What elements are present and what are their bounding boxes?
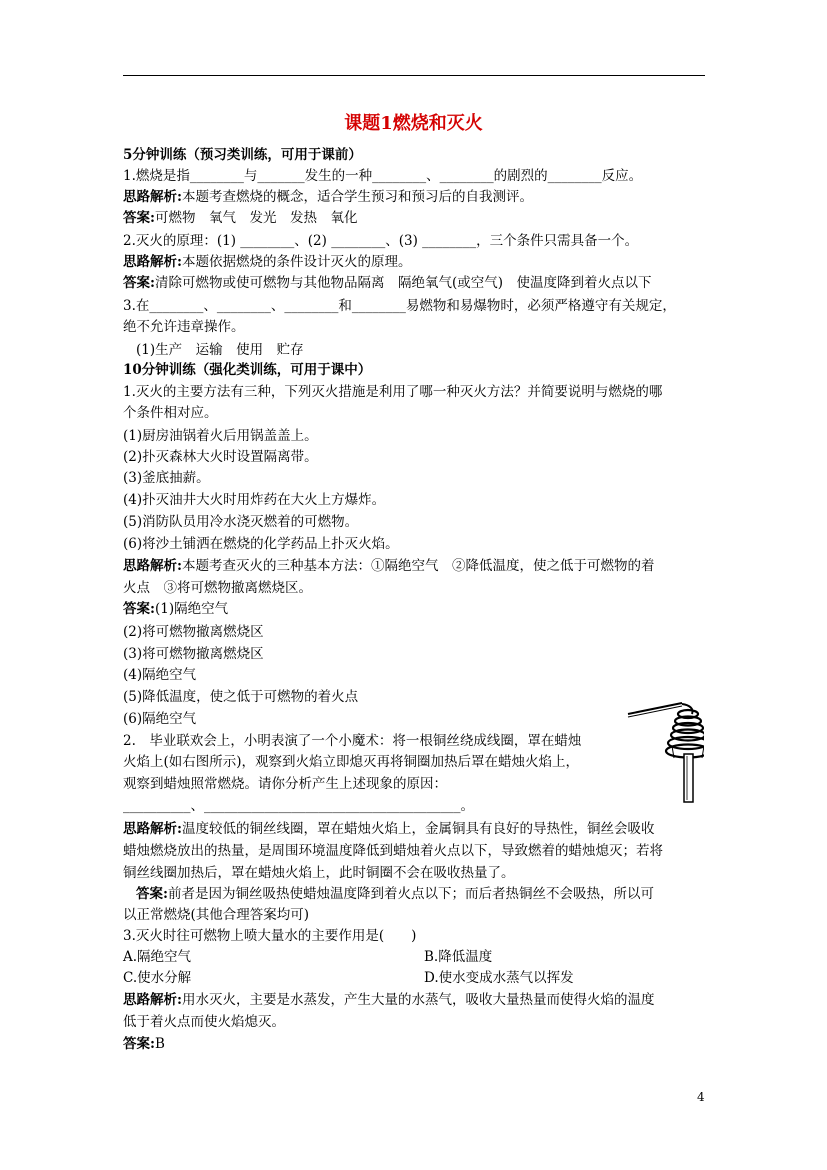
s2-q3-option-d: D.使水变成水蒸气以挥发 — [424, 970, 574, 986]
s1-q3-line2: 绝不允许违章操作。 — [123, 319, 245, 335]
s1-q3-line1: 3.在________、________、________和________易燃物和易爆物时，必须严格遵守有关规定， — [123, 298, 676, 314]
s2-q2-analysis-line1: 思路解析:温度较低的铜丝线圈，罩在蜡烛火焰上，金属铜具有良好的导热性，铜丝会吸收 — [123, 821, 655, 837]
s2-q2-line2: 火焰上(如右图所示)，观察到火焰立即熄灭再将铜圈加热后罩在蜡烛火焰上， — [123, 754, 580, 770]
s2-q1-item-6: (6)将沙土铺洒在燃烧的化学药品上扑灭火焰。 — [123, 536, 399, 552]
s2-q1-analysis-line1: 思路解析:本题考查灭火的三种基本方法：①隔绝空气 ②降低温度，使之低于可燃物的着 — [123, 558, 655, 574]
s2-q3-option-a: A.隔绝空气 — [123, 949, 192, 965]
s1-q3-answer: (1)生产 运输 使用 贮存 — [136, 342, 304, 358]
s2-q1-item-4: (4)扑灭油井大火时用炸药在大火上方爆炸。 — [123, 492, 386, 508]
s2-q3: 3.灭火时往可燃物上喷大量水的主要作用是( ) — [123, 928, 417, 944]
s2-q1-answer-4: (4)隔绝空气 — [123, 667, 197, 683]
s2-q1-answer-6: (6)隔绝空气 — [123, 711, 197, 727]
s2-q1-answer-2: (2)将可燃物撤离燃烧区 — [123, 624, 264, 640]
page-number: 4 — [697, 1090, 705, 1104]
s1-q1-analysis: 思路解析:本题考查燃烧的概念，适合学生预习和预习后的自我测评。 — [123, 189, 533, 205]
s2-q3-analysis-line2: 低于着火点而使火焰熄灭。 — [123, 1014, 285, 1030]
s2-q1-answer-5: (5)降低温度，使之低于可燃物的着火点 — [123, 689, 359, 705]
s2-q1-item-3: (3)釜底抽薪。 — [123, 470, 210, 486]
page-title: 课题1燃烧和灭火 — [344, 113, 483, 134]
copper-coil-candle-figure — [624, 696, 704, 804]
section2-heading: 10分钟训练（强化类训练，可用于课中） — [123, 362, 372, 378]
s2-q2-answer-line1: 答案:前者是因为铜丝吸热使蜡烛温度降到着火点以下；而后者热铜丝不会吸热，所以可 — [136, 886, 654, 902]
s2-q3-answer: 答案:B — [123, 1036, 165, 1052]
s1-q2-answer: 答案:清除可燃物或使可燃物与其他物品隔离 隔绝氧气(或空气) 使温度降到着火点以下 — [123, 275, 652, 291]
s2-q3-option-b: B.降低温度 — [424, 949, 493, 965]
s2-q1-answer-1: 答案:(1)隔绝空气 — [123, 601, 229, 617]
s2-q2-analysis-line3: 铜丝线圈加热后，罩在蜡烛火焰上，此时铜圈不会在吸收热量了。 — [123, 865, 515, 881]
s1-q2-analysis: 思路解析:本题依据燃烧的条件设计灭火的原理。 — [123, 254, 412, 270]
section1-heading: 5分钟训练（预习类训练，可用于课前） — [123, 147, 362, 163]
s2-q2-line4: __________、______________________________________。 — [123, 798, 474, 814]
s2-q1-item-1: (1)厨房油锅着火后用锅盖盖上。 — [123, 428, 318, 444]
s2-q1-item-5: (5)消防队员用冷水浇灭燃着的可燃物。 — [123, 514, 359, 530]
s1-q1-answer: 答案:可燃物 氧气 发光 发热 氧化 — [123, 210, 358, 226]
s2-q3-analysis-line1: 思路解析:用水灭火，主要是水蒸发，产生大量的水蒸气，吸收大量热量而使得火焰的温度 — [123, 992, 655, 1008]
s1-q1: 1.燃烧是指________与_______发生的一种________、________的剧烈的________反应。 — [123, 168, 643, 184]
s2-q2-line3: 观察到蜡烛照常燃烧。请你分析产生上述现象的原因： — [123, 776, 447, 792]
header-rule — [123, 75, 705, 76]
s2-q1-line1: 1.灭火的主要方法有三种，下列灭火措施是利用了哪一种灭火方法？并简要说明与燃烧的哪 — [123, 384, 663, 400]
s2-q1-answer-3: (3)将可燃物撤离燃烧区 — [123, 646, 264, 662]
s2-q3-option-c: C.使水分解 — [123, 970, 192, 986]
s2-q2-answer-line2: 以正常燃烧(其他合理答案均可) — [123, 907, 310, 923]
s1-q2: 2.灭火的原理：(1) ________、(2) ________、(3) ________，三个条件只需具备一个。 — [123, 233, 639, 249]
s2-q1-analysis-line2: 火点 ③将可燃物撤离燃烧区。 — [123, 580, 312, 596]
s2-q2-line1: 2. 毕业联欢会上，小明表演了一个小魔术：将一根铜丝绕成线圈，罩在蜡烛 — [123, 733, 582, 749]
s2-q1-item-2: (2)扑灭森林大火时设置隔离带。 — [123, 449, 318, 465]
s2-q2-analysis-line2: 蜡烛燃烧放出的热量，是周围环境温度降低到蜡烛着火点以下，导致燃着的蜡烛熄灭；若将 — [123, 843, 663, 859]
s2-q1-line2: 个条件相对应。 — [123, 405, 218, 421]
